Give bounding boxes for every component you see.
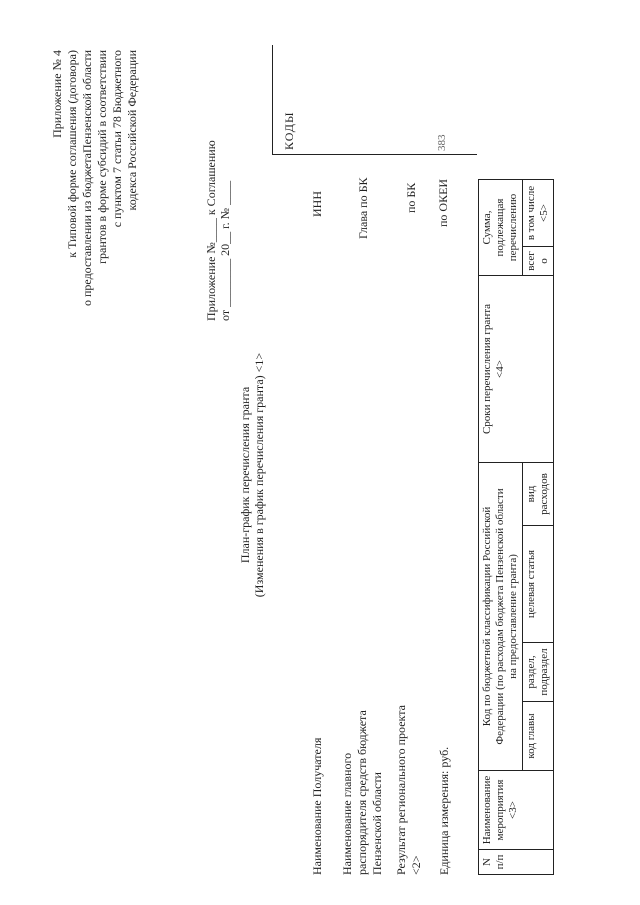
col-code-header [479, 463, 523, 771]
transfer-schedule-table [478, 179, 554, 875]
sub-total-line1: всег [525, 251, 537, 271]
agreement-ref-line1: Приложение №____ к Соглашению [204, 140, 218, 321]
sub-incl-line2: <5> [538, 204, 550, 222]
appendix-line: о предоставлении из бюджетаПензенской области [80, 50, 94, 307]
appendix-line: к Типовой форме соглашения (договора) [65, 50, 79, 258]
sub-razdel-header [523, 643, 554, 702]
codes-header: КОДЫ [282, 111, 296, 150]
glava-label: Глава по БК [356, 177, 370, 239]
col-sum-header [479, 180, 523, 276]
sub-total-header [523, 247, 554, 276]
unit-label: Единица измерения: руб. [437, 746, 451, 875]
col-code-line2: Федерации (по расходам бюджета Пензенской области [494, 488, 506, 745]
col-terms-line1: Сроки перечисления гранта [481, 303, 493, 435]
result-label [394, 705, 424, 875]
sub-incl-header [523, 180, 554, 247]
recipient-label: Наименование Получателя [310, 737, 324, 875]
sub-vid-line2: расходов [538, 473, 550, 515]
okei-value: 383 [436, 134, 448, 151]
col-code-line1: Код по бюджетной классификации Российской [481, 506, 493, 727]
result-label-line1: Результат регионального проекта [394, 705, 408, 875]
appendix-header [50, 50, 140, 410]
gov-label [340, 710, 385, 875]
agreement-reference [204, 140, 232, 321]
col-event-header [479, 771, 554, 850]
sub-vid-line1: вид [525, 485, 537, 503]
col-event-line2: мероприятия [494, 779, 506, 841]
appendix-line: кодекса Российской Федерации [125, 50, 139, 211]
title-line1: План-график перечисления гранта [238, 386, 252, 564]
sub-vid-header [523, 463, 554, 526]
col-terms-header [479, 276, 554, 463]
col-code-line3: на предоставление гранта) [507, 554, 519, 679]
sub-incl-line1: в том числе [525, 185, 537, 241]
appendix-line: Приложение № 4 [50, 50, 64, 138]
codes-border [272, 154, 477, 155]
col-sum-line2: подлежащая [494, 198, 506, 257]
sub-razdel-line1: раздел, [525, 655, 537, 689]
inn-label: ИНН [310, 191, 324, 217]
po-bk-label: по БК [404, 182, 418, 213]
col-terms-line2: <4> [494, 360, 506, 378]
sub-total-line2: о [538, 258, 550, 264]
sub-razdel-line2: подраздел [538, 648, 550, 696]
gov-label-line1: Наименование главного [340, 752, 354, 875]
agreement-ref-line2: от ________ 20__ г. № ____ [218, 180, 232, 321]
document-title [238, 265, 266, 685]
sub-glava-header: код главы [523, 702, 554, 771]
result-label-line2: <2> [409, 855, 423, 875]
col-sum-line1: Сумма, [481, 210, 493, 245]
codes-border-top [272, 45, 273, 155]
sub-target-header: целевая статья [523, 526, 554, 643]
gov-label-line2: распорядителя средств бюджета [355, 710, 369, 875]
title-line2: (Изменения в график перечисления гранта) <1> [252, 352, 266, 598]
col-sum-line3: перечислению [507, 193, 519, 262]
gov-label-line3: Пензенской области [370, 772, 384, 875]
col-event-line3: <3> [507, 801, 519, 819]
appendix-line: с пунктом 7 статьи 78 Бюджетного [110, 50, 124, 228]
col-num-header: N п/п [479, 850, 554, 875]
po-okei-label: по ОКЕИ [436, 178, 450, 227]
col-event-line1: Наименование [481, 775, 493, 845]
appendix-line: грантов в форме субсидий в соответствии [95, 50, 109, 264]
